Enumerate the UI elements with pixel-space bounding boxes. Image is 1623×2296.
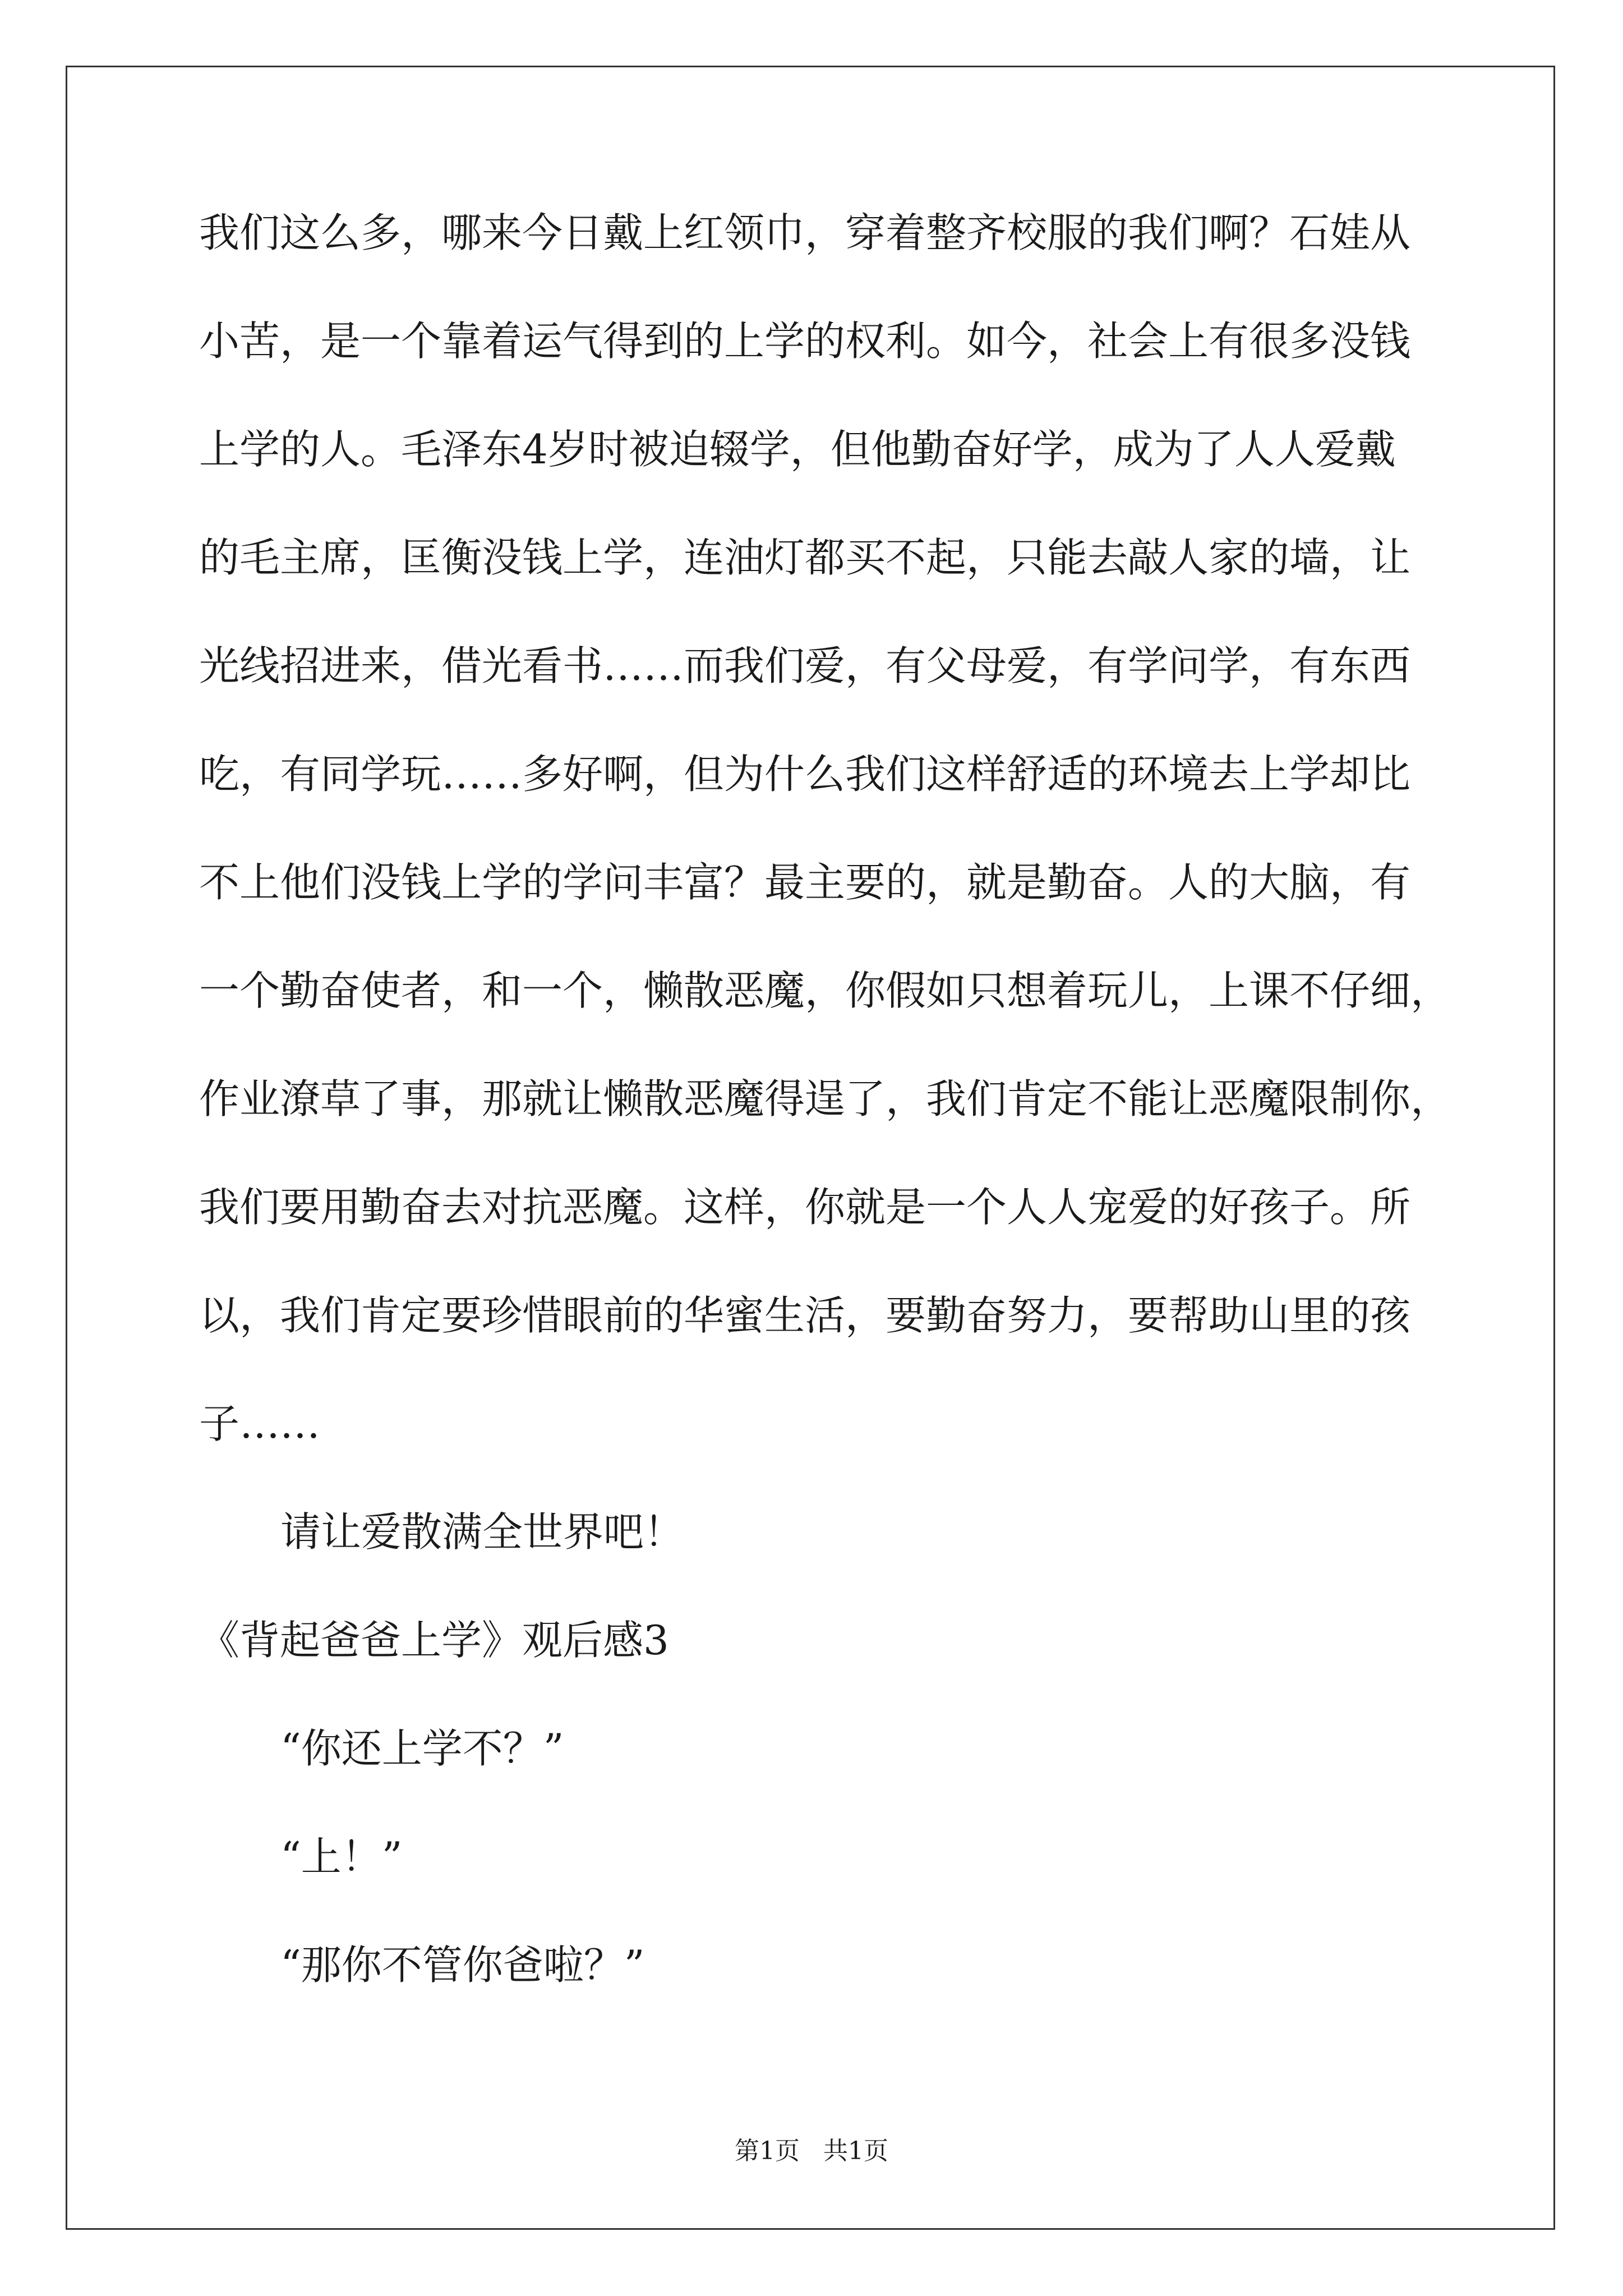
page-border [66, 66, 1555, 2230]
dialogue-line: “那你不管你爸啦？” [280, 1941, 645, 1989]
paragraph-line: 吃，有同学玩……多好啊，但为什么我们这样舒适的环境去上学却比 [199, 751, 1411, 798]
paragraph-line: 上学的人。毛泽东4岁时被迫辍学，但他勤奋好学，成为了人人爱戴 [199, 426, 1396, 473]
section-title: 《背起爸爸上学》观后感3 [199, 1617, 669, 1664]
paragraph-line: 的毛主席，匡衡没钱上学，连油灯都买不起，只能去敲人家的墙，让 [199, 534, 1411, 581]
paragraph-line: 作业潦草了事，那就让懒散恶魔得逞了，我们肯定不能让恶魔限制你， [199, 1075, 1451, 1122]
paragraph-line: 光线招进来，借光看书……而我们爱，有父母爱，有学问学，有东西 [199, 642, 1411, 689]
paragraph-line: 以，我们肯定要珍惜眼前的华蜜生活，要勤奋努力，要帮助山里的孩 [199, 1292, 1411, 1339]
paragraph-line: 一个勤奋使者，和一个，懒散恶魔，你假如只想着玩儿，上课不仔细， [199, 967, 1451, 1014]
dialogue-line: “你还上学不？” [280, 1725, 564, 1772]
paragraph-line: 不上他们没钱上学的学问丰富？最主要的，就是勤奋。人的大脑，有 [199, 859, 1411, 906]
closing-line: 请让爱散满全世界吧！ [280, 1508, 685, 1556]
paragraph-line: 我们要用勤奋去对抗恶魔。这样，你就是一个人人宠爱的好孩子。所 [199, 1184, 1411, 1231]
page-indicator: 第1页 共1页 [735, 2137, 888, 2165]
dialogue-line: “上！” [280, 1833, 403, 1880]
paragraph-line: 我们这么多，哪来今日戴上红领巾，穿着整齐校服的我们啊？石娃从 [199, 209, 1411, 256]
paragraph-line: 小苦，是一个靠着运气得到的上学的权利。如今，社会上有很多没钱 [199, 318, 1411, 365]
paragraph-line: 子…… [199, 1400, 321, 1447]
